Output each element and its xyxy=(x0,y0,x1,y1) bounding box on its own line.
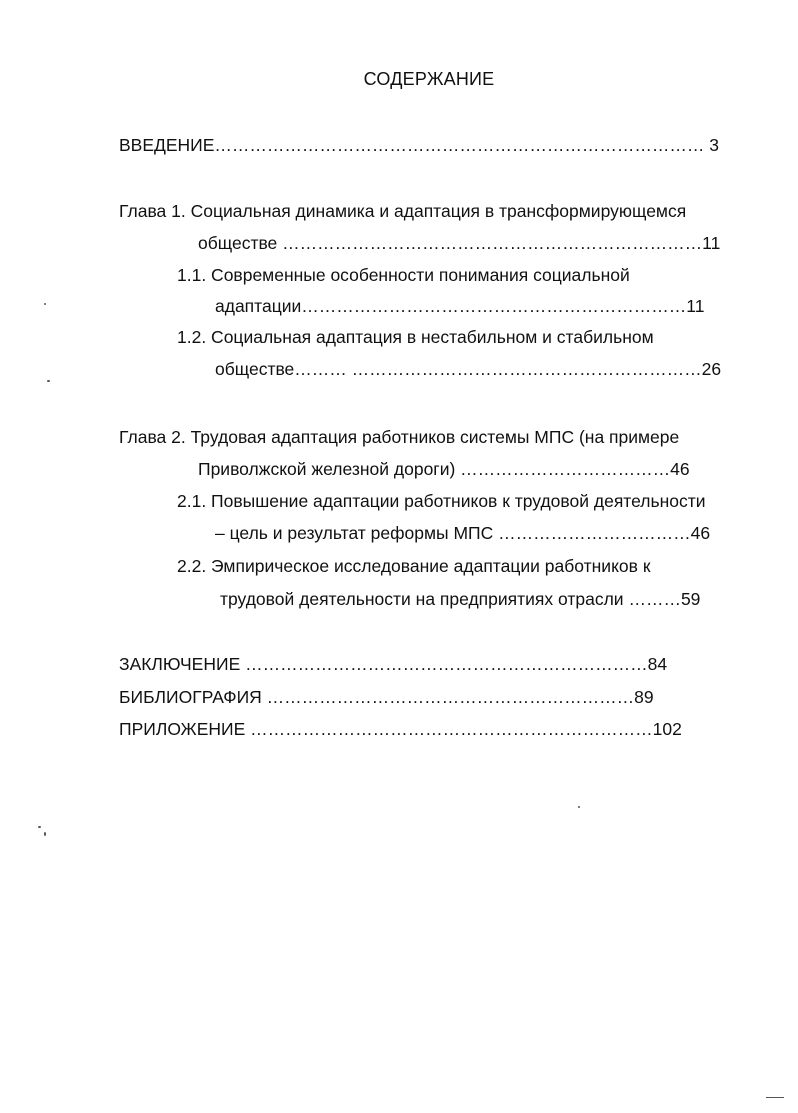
scan-speck xyxy=(766,1097,784,1098)
toc-entry-section-1-1: 1.1. Современные особенности понимания социальной xyxy=(177,265,630,285)
toc-entry-conclusion: ЗАКЛЮЧЕНИЕ ……………………………………………………………84 xyxy=(119,654,668,674)
toc-entry-appendix: ПРИЛОЖЕНИЕ ……………………………………………………………102 xyxy=(119,719,682,739)
toc-entry-chapter1-cont: обществе ………………………………………………………………11 xyxy=(198,233,721,253)
toc-entry-section-1-2-cont: обществе……… ……………………………………………………26 xyxy=(215,359,722,379)
toc-entry-bibliography: БИБЛИОГРАФИЯ ………………………………………………………89 xyxy=(119,687,654,707)
scan-speck xyxy=(578,806,580,808)
page-title: СОДЕРЖАНИЕ xyxy=(363,69,495,89)
toc-entry-chapter1: Глава 1. Социальная динамика и адаптация в трансформирующемся xyxy=(119,201,687,221)
toc-entry-section-2-2-cont: трудовой деятельности на предприятиях отрасли ………59 xyxy=(220,589,701,609)
toc-entry-section-2-1: 2.1. Повышение адаптации работников к трудовой деятельности xyxy=(177,491,706,511)
scan-speck xyxy=(47,380,50,382)
toc-entry-section-2-2: 2.2. Эмпирическое исследование адаптации работников к xyxy=(177,556,651,576)
toc-entry-section-1-1-cont: адаптации…………………………………………………………11 xyxy=(215,296,705,316)
toc-entry-chapter2: Глава 2. Трудовая адаптация работников системы МПС (на примере xyxy=(119,427,680,447)
toc-entry-intro: ВВЕДЕНИЕ………………………………………………………………………… 3 xyxy=(119,135,720,155)
toc-entry-section-1-2: 1.2. Социальная адаптация в нестабильном и стабильном xyxy=(177,327,654,347)
scan-speck xyxy=(38,826,41,828)
scan-speck xyxy=(44,303,46,305)
scan-speck xyxy=(44,832,46,836)
toc-entry-section-2-1-cont: – цель и результат реформы МПС ……………………………46 xyxy=(215,523,711,543)
toc-entry-chapter2-cont: Приволжской железной дороги) ………………………………46 xyxy=(198,459,690,479)
